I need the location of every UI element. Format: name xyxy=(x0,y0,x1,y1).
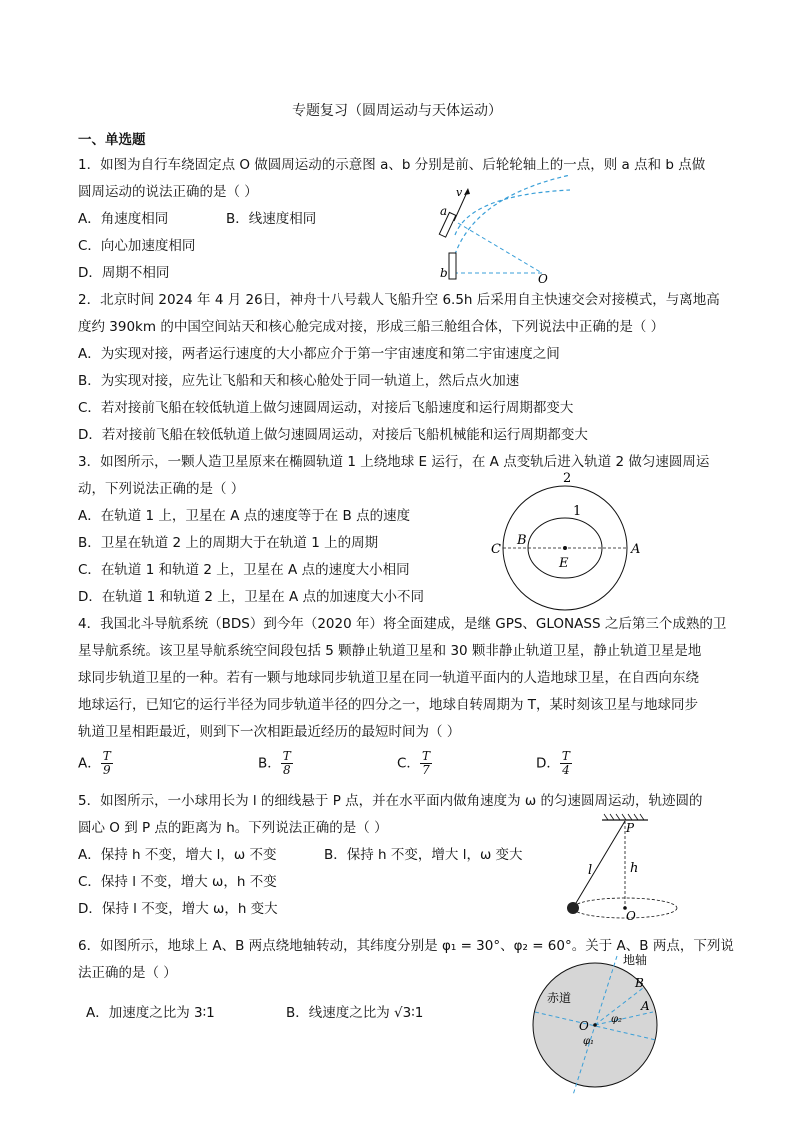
q5-string xyxy=(573,821,625,908)
q3-label-a: A xyxy=(631,542,641,557)
q4-stem-line3: 球同步轨道卫星的一种。若有一颗与地球同步轨道卫星在同一轨道平面内的人造地球卫星，在自西向东绕 xyxy=(78,670,699,686)
q3-orbit-figure xyxy=(485,470,645,612)
q3-label-1: 1 xyxy=(573,504,582,519)
q5-option-b: B．保持 h 不变，增大 l，ω 变大 xyxy=(324,847,523,863)
q3-option-b: B．卫星在轨道 2 上的周期大于在轨道 1 上的周期 xyxy=(78,535,379,551)
q1-label-v: v xyxy=(456,186,463,199)
q4-stem-line4: 地球运行，已知它的运行半径为同步轨道半径的四分之一，地球自转周期为 T，某时刻该卫星与地球同步 xyxy=(78,697,699,713)
q1-option-d: D．周期不相同 xyxy=(78,265,170,281)
q5-label-l: l xyxy=(588,863,593,878)
page-title: 专题复习（圆周运动与天体运动） xyxy=(292,103,502,119)
q4-option-d-label: D． xyxy=(536,755,560,772)
q4-option-c-fraction: $\frac{T}{7}$ xyxy=(421,749,430,777)
q1-label-o: O xyxy=(538,272,548,285)
q6-option-b: B．线速度之比为 √3∶1 xyxy=(286,1005,424,1021)
q3-label-e: E xyxy=(559,556,569,571)
q5-pendulum-figure xyxy=(560,812,680,924)
q2-option-c: C．若对接前飞船在较低轨道上做匀速圆周运动，对接后飞船速度和运行周期都变大 xyxy=(78,400,574,416)
q4-option-a-label: A． xyxy=(78,755,101,772)
q3-option-a: A．在轨道 1 上，卫星在 A 点的速度等于在 B 点的速度 xyxy=(78,508,411,524)
q4-stem-line2: 星导航系统。该卫星导航系统空间段包括 5 颗静止轨道卫星和 30 颗非静止轨道卫星，静止轨道卫星是地 xyxy=(78,643,702,659)
q5-stem-line2: 圆心 O 到 P 点的距离为 h。下列说法正确的是（ ） xyxy=(78,820,388,836)
q4-stem-line5: 轨道卫星相距最近，则到下一次相距最近经历的最短时间为（ ） xyxy=(78,724,461,740)
q5-option-d: D．保持 l 不变，增大 ω，h 变大 xyxy=(78,901,278,917)
q5-ball xyxy=(567,902,579,914)
q1-label-b: b xyxy=(440,266,448,280)
q5-label-o: O xyxy=(626,909,636,923)
q1-option-b: B．线速度相同 xyxy=(226,211,317,227)
q6-label-axis: 地轴 xyxy=(623,953,648,967)
q4-option-b-label: B． xyxy=(258,755,281,772)
q6-label-phi1: φ₁ xyxy=(583,1036,595,1047)
q3-earth-point xyxy=(563,546,567,550)
q4-option-a xyxy=(78,750,113,777)
section-heading: 一、单选题 xyxy=(78,132,146,148)
q1-option-a: A．角速度相同 xyxy=(78,211,169,227)
q4-option-d-fraction: $\frac{T}{4}$ xyxy=(561,749,570,777)
q3-label-c: C xyxy=(491,542,501,557)
q2-stem-line2: 度约 390km 的中国空间站天和核心舱完成对接，形成三船三舱组合体，下列说法中正确的是（ ） xyxy=(78,319,665,335)
q6-option-a: A．加速度之比为 3∶1 xyxy=(86,1005,215,1021)
q3-stem-line1: 3．如图所示，一颗人造卫星原来在椭圆轨道 1 上绕地球 E 运行，在 A 点变轨后进入轨道 2 做匀速圆周运 xyxy=(78,454,710,470)
q2-option-b: B．为实现对接，应先让飞船和天和核心舱处于同一轨道上，然后点火加速 xyxy=(78,373,520,389)
q1-rear-wheel xyxy=(449,253,456,279)
q3-label-b: B xyxy=(517,533,527,548)
q5-ceiling-hatch xyxy=(604,814,644,820)
q6-center-point xyxy=(593,1023,597,1027)
q2-option-a: A．为实现对接，两者运行速度的大小都应介于第一宇宙速度和第二宇宙速度之间 xyxy=(78,346,560,362)
q1-stem-line1: 1．如图为自行车绕固定点 O 做圆周运动的示意图 a、b 分别是前、后轮轮轴上的一点，则 a 点和 b 点做 xyxy=(78,157,706,173)
q1-arrow-head xyxy=(464,188,470,195)
q1-stem-line2: 圆周运动的说法正确的是（ ） xyxy=(78,184,258,200)
q6-stem-line1: 6．如图所示，地球上 A、B 两点绕地轴转动，其纬度分别是 φ₁ = 30°、φ₂ = 60°。关于 A、B 两点，下列说 xyxy=(78,938,734,954)
q4-option-c xyxy=(397,750,432,777)
q1-label-a: a xyxy=(440,204,448,218)
q5-stem-line1: 5．如图所示，一小球用长为 l 的细线悬于 P 点，并在水平面内做角速度为 ω 的匀速圆周运动，轨迹圆的 xyxy=(78,793,703,809)
q3-option-c: C．在轨道 1 和轨道 2 上，卫星在 A 点的速度大小相同 xyxy=(78,562,410,578)
q4-option-d xyxy=(536,750,572,777)
q6-label-phi2: φ₂ xyxy=(611,1014,623,1025)
q5-option-a: A．保持 h 不变，增大 l，ω 不变 xyxy=(78,847,277,863)
q3-option-d: D．在轨道 1 和轨道 2 上，卫星在 A 点的加速度大小不同 xyxy=(78,589,425,605)
q4-option-b-fraction: $\frac{T}{8}$ xyxy=(282,749,291,777)
q6-label-a: A xyxy=(641,999,650,1013)
q5-option-c: C．保持 l 不变，增大 ω，h 不变 xyxy=(78,874,277,890)
q5-label-h: h xyxy=(630,861,639,876)
q4-option-b xyxy=(258,750,293,777)
q1-radius-a xyxy=(458,223,542,273)
q1-bicycle-figure xyxy=(430,175,590,285)
q4-option-a-fraction: $\frac{T}{9}$ xyxy=(102,749,111,777)
q2-option-d: D．若对接前飞船在较低轨道上做匀速圆周运动，对接后飞船机械能和运行周期都变大 xyxy=(78,427,588,443)
q3-label-2: 2 xyxy=(563,471,572,486)
q3-stem-line2: 动，下列说法正确的是（ ） xyxy=(78,481,245,497)
q4-option-c-label: C． xyxy=(397,755,420,772)
q4-stem-line1: 4．我国北斗导航系统（BDS）到今年（2020 年）将全面建成，是继 GPS、GLONASS 之后第三个成熟的卫 xyxy=(78,616,727,632)
q6-label-b: B xyxy=(635,976,644,990)
q6-label-o: O xyxy=(579,1019,589,1033)
q6-stem-line2: 法正确的是（ ） xyxy=(78,965,177,981)
q6-label-equator: 赤道 xyxy=(547,991,572,1005)
q1-inner-arc xyxy=(455,190,570,235)
q6-earth-figure xyxy=(525,950,700,1100)
q2-stem-line1: 2．北京时间 2024 年 4 月 26日，神舟十八号载人飞船升空 6.5h 后采用自主快速交会对接模式，与离地高 xyxy=(78,292,720,308)
q1-option-c: C．向心加速度相同 xyxy=(78,238,196,254)
q5-label-p: P xyxy=(626,821,635,835)
